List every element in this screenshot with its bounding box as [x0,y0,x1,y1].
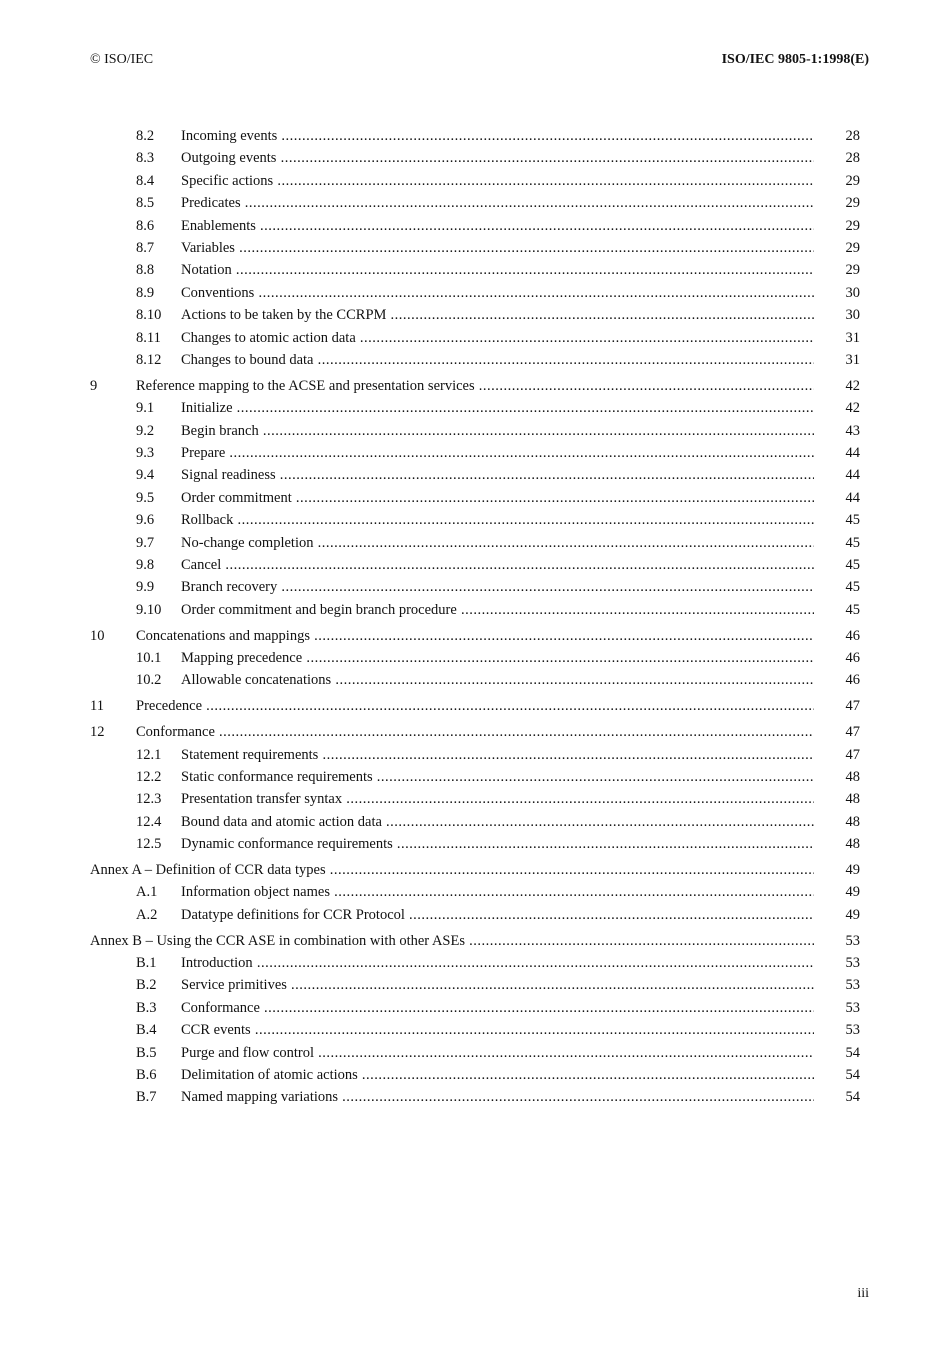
toc-entry-page: 42 [845,377,860,394]
toc-entry[interactable] [0,721,950,743]
toc-entry-page: 53 [845,932,860,949]
toc-entry-title: Initialize ..... [181,397,814,419]
toc-entry-page: 48 [845,836,860,853]
toc-entry-page: 30 [845,307,860,324]
toc-entry-page: 48 [845,791,860,808]
toc-entry-number: 8.11 [136,329,161,346]
header-copyright: © ISO/IEC [90,52,154,67]
toc-entry-page: 44 [845,489,860,506]
toc-entry-number: 10.2 [136,672,162,689]
toc-entry-title: No-change completion ..... [181,532,814,554]
toc-entry-page: 46 [845,649,860,666]
toc-entry[interactable] [0,397,950,419]
toc-entry-page: 47 [845,698,860,715]
toc-entry[interactable] [0,464,950,486]
toc-entry-page: 45 [845,534,860,551]
toc-entry-number: 8.3 [136,150,155,167]
toc-entry-number: 8.10 [136,307,162,324]
toc-entry-title: Prepare ..... [181,442,814,464]
toc-entry-number: 9.10 [136,601,162,618]
toc-entry-title: Branch recovery ..... [181,576,814,598]
toc-entry[interactable] [0,1064,950,1086]
toc-entry-page: 46 [845,672,860,689]
toc-entry-page: 42 [845,400,860,417]
toc-entry-title: Concatenations and mappings ..... [136,625,814,647]
toc-entry[interactable] [0,554,950,576]
toc-entry[interactable] [0,509,950,531]
toc-entry-page: 45 [845,601,860,618]
toc-entry-title: Begin branch ..... [181,420,814,442]
toc-entry-page: 54 [845,1044,860,1061]
toc-entry[interactable] [0,237,950,259]
table-of-contents [0,125,950,1109]
toc-entry-number: B.3 [136,999,157,1016]
toc-entry-title: Statement requirements ..... [181,744,814,766]
toc-entry-page: 48 [845,768,860,785]
toc-entry[interactable] [0,766,950,788]
toc-entry-number: 12.3 [136,791,162,808]
toc-entry[interactable] [0,327,950,349]
toc-entry-page: 53 [845,955,860,972]
toc-entry-number: 8.6 [136,217,155,234]
toc-entry[interactable] [0,833,950,855]
toc-entry[interactable] [0,744,950,766]
toc-entry-number: A.1 [136,884,158,901]
toc-entry-page: 29 [845,172,860,189]
toc-entry[interactable] [0,669,950,691]
toc-entry-number: B.7 [136,1089,157,1106]
toc-entry-title: Outgoing events ..... [181,147,814,169]
toc-entry-title: Information object names ..... [181,881,814,903]
toc-entry-title: Service primitives ..... [181,974,814,996]
toc-entry-page: 44 [845,444,860,461]
toc-entry[interactable] [0,647,950,669]
toc-entry-title: Named mapping variations ..... [181,1086,814,1108]
toc-entry[interactable] [0,147,950,169]
toc-entry-number: 9.2 [136,422,155,439]
toc-entry[interactable] [0,930,950,952]
toc-entry-title: Order commitment ..... [181,487,814,509]
toc-entry-page: 30 [845,284,860,301]
toc-entry-page: 47 [845,746,860,763]
toc-entry[interactable] [0,1042,950,1064]
toc-entry[interactable] [0,375,950,397]
toc-entry-page: 45 [845,579,860,596]
toc-entry-page: 31 [845,351,860,368]
toc-entry-title: Presentation transfer syntax ..... [181,788,814,810]
toc-entry-number: 12.2 [136,768,162,785]
toc-entry-title: Specific actions ..... [181,170,814,192]
toc-entry-title: Annex A – Definition of CCR data types ..... [90,859,814,881]
toc-entry-page: 54 [845,1089,860,1106]
toc-entry-number: 9.9 [136,579,155,596]
toc-entry-title: Dynamic conformance requirements ..... [181,833,814,855]
toc-entry-title: Signal readiness ..... [181,464,814,486]
toc-entry-title: Reference mapping to the ACSE and presentation services ..... [136,375,814,397]
toc-entry-title: Conformance ..... [136,721,814,743]
toc-entry-number: 8.2 [136,128,155,144]
toc-entry-number: 8.7 [136,239,155,256]
toc-entry[interactable] [0,442,950,464]
toc-entry-page: 49 [845,906,860,923]
toc-entry[interactable] [0,349,950,371]
toc-entry[interactable] [0,997,950,1019]
toc-entry-number: B.4 [136,1022,157,1039]
toc-entry-title: Conventions ..... [181,282,814,304]
header-document-id: ISO/IEC 9805-1:1998(E) [721,52,869,67]
toc-entry-number: 8.5 [136,195,155,212]
toc-entry[interactable] [0,487,950,509]
toc-entry-number: 12.4 [136,813,162,830]
toc-entry-number: 9.8 [136,556,155,573]
toc-entry[interactable] [0,304,950,326]
toc-entry[interactable] [0,625,950,647]
toc-entry[interactable] [0,859,950,881]
toc-entry-number: B.5 [136,1044,157,1061]
toc-entry-title: Static conformance requirements ..... [181,766,814,788]
toc-entry-number: 9.5 [136,489,155,506]
toc-entry[interactable] [0,599,950,621]
toc-entry-page: 29 [845,217,860,234]
toc-entry-title: Variables ..... [181,237,814,259]
toc-entry-title: Changes to atomic action data ..... [181,327,814,349]
toc-entry[interactable] [0,192,950,214]
toc-entry[interactable] [0,125,950,147]
toc-entry-number: 12.1 [136,746,162,763]
toc-entry-title: Actions to be taken by the CCRPM ..... [181,304,814,326]
toc-entry-title: Conformance ..... [181,997,814,1019]
toc-entry-number: B.2 [136,977,157,994]
toc-entry[interactable] [0,532,950,554]
toc-entry-number: 8.8 [136,262,155,279]
toc-entry-number: 12 [90,724,105,741]
toc-entry-number: 10.1 [136,649,162,666]
toc-entry-title: Cancel ..... [181,554,814,576]
toc-entry[interactable] [0,420,950,442]
toc-entry[interactable] [0,215,950,237]
toc-entry[interactable] [0,170,950,192]
toc-entry-number: 9 [90,377,98,394]
toc-entry-page: 29 [845,239,860,256]
toc-entry-page: 31 [845,329,860,346]
toc-entry-page: 28 [845,128,860,144]
toc-entry-page: 49 [845,862,860,878]
toc-entry[interactable] [0,1086,950,1108]
toc-entry-page: 48 [845,813,860,830]
toc-entry-number: A.2 [136,906,158,923]
toc-entry-page: 44 [845,467,860,484]
toc-entry-title: Annex B – Using the CCR ASE in combination with other ASEs ..... [90,930,814,952]
toc-entry[interactable] [0,811,950,833]
toc-entry-title: CCR events ..... [181,1019,814,1041]
toc-entry-title: Datatype definitions for CCR Protocol ..... [181,904,814,926]
toc-entry-title: Order commitment and begin branch procedure ..... [181,599,814,621]
toc-entry-page: 45 [845,556,860,573]
toc-entry-title: Allowable concatenations ..... [181,669,814,691]
toc-entry[interactable] [0,952,950,974]
toc-entry-number: 8.12 [136,351,162,368]
toc-entry[interactable] [0,576,950,598]
toc-entry[interactable] [0,282,950,304]
toc-entry-title: Mapping precedence ..... [181,647,814,669]
toc-entry[interactable] [0,904,950,926]
toc-entry-number: B.1 [136,955,157,972]
toc-entry[interactable] [0,788,950,810]
toc-entry-page: 29 [845,195,860,212]
toc-entry-title: Predicates ..... [181,192,814,214]
toc-entry-number: 9.7 [136,534,155,551]
toc-entry[interactable] [0,881,950,903]
toc-entry-page: 29 [845,262,860,279]
toc-entry-title: Precedence ..... [136,695,814,717]
toc-entry-title: Changes to bound data ..... [181,349,814,371]
toc-entry-title: Bound data and atomic action data ..... [181,811,814,833]
toc-entry-title: Enablements ..... [181,215,814,237]
toc-entry-number: 9.6 [136,512,155,529]
toc-entry-title: Incoming events ..... [181,125,814,147]
toc-entry-number: 8.4 [136,172,155,189]
toc-entry-number: 11 [90,698,104,715]
toc-entry-number: 9.1 [136,400,155,417]
toc-entry-number: 12.5 [136,836,162,853]
toc-entry[interactable] [0,974,950,996]
toc-entry-page: 28 [845,150,860,167]
toc-entry-page: 54 [845,1067,860,1084]
toc-entry-title: Introduction ..... [181,952,814,974]
footer-page-number: iii [857,1286,869,1301]
toc-entry-number: 9.3 [136,444,155,461]
toc-entry-number: B.6 [136,1067,157,1084]
toc-entry-number: 10 [90,627,105,644]
toc-entry-number: 9.4 [136,467,155,484]
toc-entry-page: 53 [845,977,860,994]
toc-entry-page: 49 [845,884,860,901]
toc-entry-page: 53 [845,999,860,1016]
toc-entry[interactable] [0,259,950,281]
toc-entry[interactable] [0,695,950,717]
toc-entry-page: 47 [845,724,860,741]
toc-entry[interactable] [0,1019,950,1041]
toc-entry-number: 8.9 [136,284,155,301]
toc-entry-title: Notation ..... [181,259,814,281]
toc-entry-page: 45 [845,512,860,529]
toc-entry-title: Rollback ..... [181,509,814,531]
toc-entry-page: 53 [845,1022,860,1039]
toc-entry-page: 46 [845,627,860,644]
toc-entry-page: 43 [845,422,860,439]
toc-entry-title: Delimitation of atomic actions ..... [181,1064,814,1086]
toc-entry-title: Purge and flow control ..... [181,1042,814,1064]
